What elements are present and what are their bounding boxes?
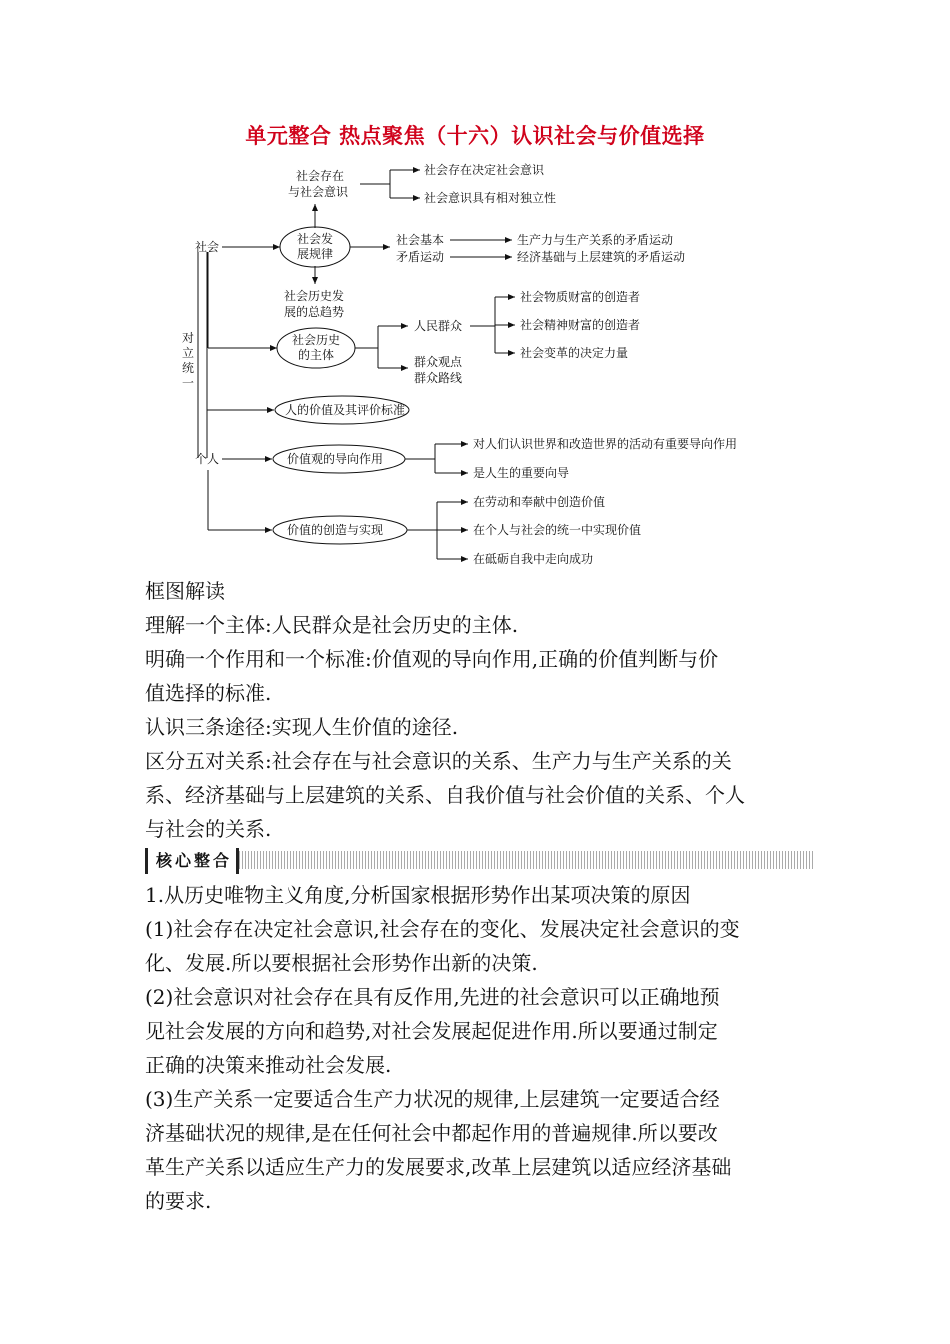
people-item: 社会精神财富的创造者	[520, 318, 641, 332]
value-standard-label: 人的价值及其评价标准	[285, 403, 406, 417]
core-section-label: 核心整合	[145, 848, 239, 874]
reading-section	[145, 574, 813, 846]
page-title: 单元整合 热点聚焦（十六）认识社会与价值选择	[245, 124, 705, 148]
value-guidance-label: 价值观的导向作用	[287, 452, 384, 466]
being-consciousness-label: 与社会意识	[288, 185, 349, 199]
general-trend-label: 社会历史发	[284, 289, 345, 303]
reading-paragraph: 系、经济基础与上层建筑的关系、自我价值与社会价值的关系、个人	[145, 783, 745, 807]
reading-paragraph: 与社会的关系.	[145, 817, 272, 841]
unity-label-char: 对	[182, 331, 195, 345]
reading-paragraph: 区分五对关系:社会存在与社会意识的关系、生产力与生产关系的关	[145, 749, 732, 773]
unity-label-char: 统	[182, 361, 195, 375]
being-consciousness-label: 社会存在	[296, 169, 345, 183]
root-individual-label: 个人	[195, 452, 220, 466]
reading-paragraph: 理解一个主体:人民群众是社会历史的主体.	[145, 613, 519, 637]
basic-contradiction-label: 矛盾运动	[396, 250, 445, 264]
guidance-item: 是人生的重要向导	[473, 466, 570, 480]
core-answer: (3)生产关系一定要适合生产力状况的规律,上层建筑一定要适合经	[145, 1087, 720, 1111]
guidance-item: 对人们认识世界和改造世界的活动有重要导向作用	[473, 437, 738, 451]
value-creation-label: 价值的创造与实现	[287, 523, 384, 537]
creation-item: 在砥砺自我中走向成功	[473, 552, 594, 566]
people-item: 社会物质财富的创造者	[520, 290, 641, 304]
contradiction-item: 生产力与生产关系的矛盾运动	[517, 233, 674, 247]
reading-paragraph: 值选择的标准.	[145, 681, 272, 705]
core-answer: 见社会发展的方向和趋势,对社会发展起促进作用.所以要通过制定	[145, 1019, 718, 1043]
core-answer: 化、发展.所以要根据社会形势作出新的决策.	[145, 951, 538, 975]
core-section	[145, 878, 813, 1218]
history-subject-label: 的主体	[298, 348, 335, 362]
core-answer: (1)社会存在决定社会意识,社会存在的变化、发展决定社会意识的变	[145, 917, 740, 941]
core-section-rule	[233, 851, 813, 869]
unity-label-char: 一	[182, 376, 195, 390]
reading-heading: 框图解读	[145, 579, 225, 603]
core-answer: (2)社会意识对社会存在具有反作用,先进的社会意识可以正确地预	[145, 985, 720, 1009]
root-society-label: 社会	[195, 240, 220, 254]
reading-paragraph: 认识三条途径:实现人生价值的途径.	[145, 715, 459, 739]
core-section-header	[145, 846, 813, 876]
basic-contradiction-label: 社会基本	[396, 233, 445, 247]
core-answer: 正确的决策来推动社会发展.	[145, 1053, 392, 1077]
dev-law-label: 展规律	[297, 247, 334, 261]
core-question: 1.从历史唯物主义角度,分析国家根据形势作出某项决策的原因	[145, 883, 691, 907]
concept-diagram	[0, 0, 950, 580]
dev-law-label: 社会发	[297, 232, 334, 246]
core-answer: 济基础状况的规律,是在任何社会中都起作用的普遍规律.所以要改	[145, 1121, 718, 1145]
the-people-label: 人民群众	[414, 319, 463, 333]
being-item: 社会意识具有相对独立性	[424, 191, 557, 205]
unity-label-char: 立	[182, 346, 195, 360]
mass-view-label: 群众路线	[414, 371, 463, 385]
people-item: 社会变革的决定力量	[520, 346, 629, 360]
creation-item: 在个人与社会的统一中实现价值	[473, 523, 642, 537]
history-subject-label: 社会历史	[292, 333, 341, 347]
mass-view-label: 群众观点	[414, 355, 463, 369]
reading-paragraph: 明确一个作用和一个标准:价值观的导向作用,正确的价值判断与价	[145, 647, 719, 671]
creation-item: 在劳动和奉献中创造价值	[473, 495, 606, 509]
core-answer: 革生产关系以适应生产力的发展要求,改革上层建筑以适应经济基础	[145, 1155, 732, 1179]
core-answer: 的要求.	[145, 1189, 212, 1213]
contradiction-item: 经济基础与上层建筑的矛盾运动	[517, 250, 686, 264]
general-trend-label: 展的总趋势	[284, 305, 345, 319]
being-item: 社会存在决定社会意识	[424, 163, 545, 177]
